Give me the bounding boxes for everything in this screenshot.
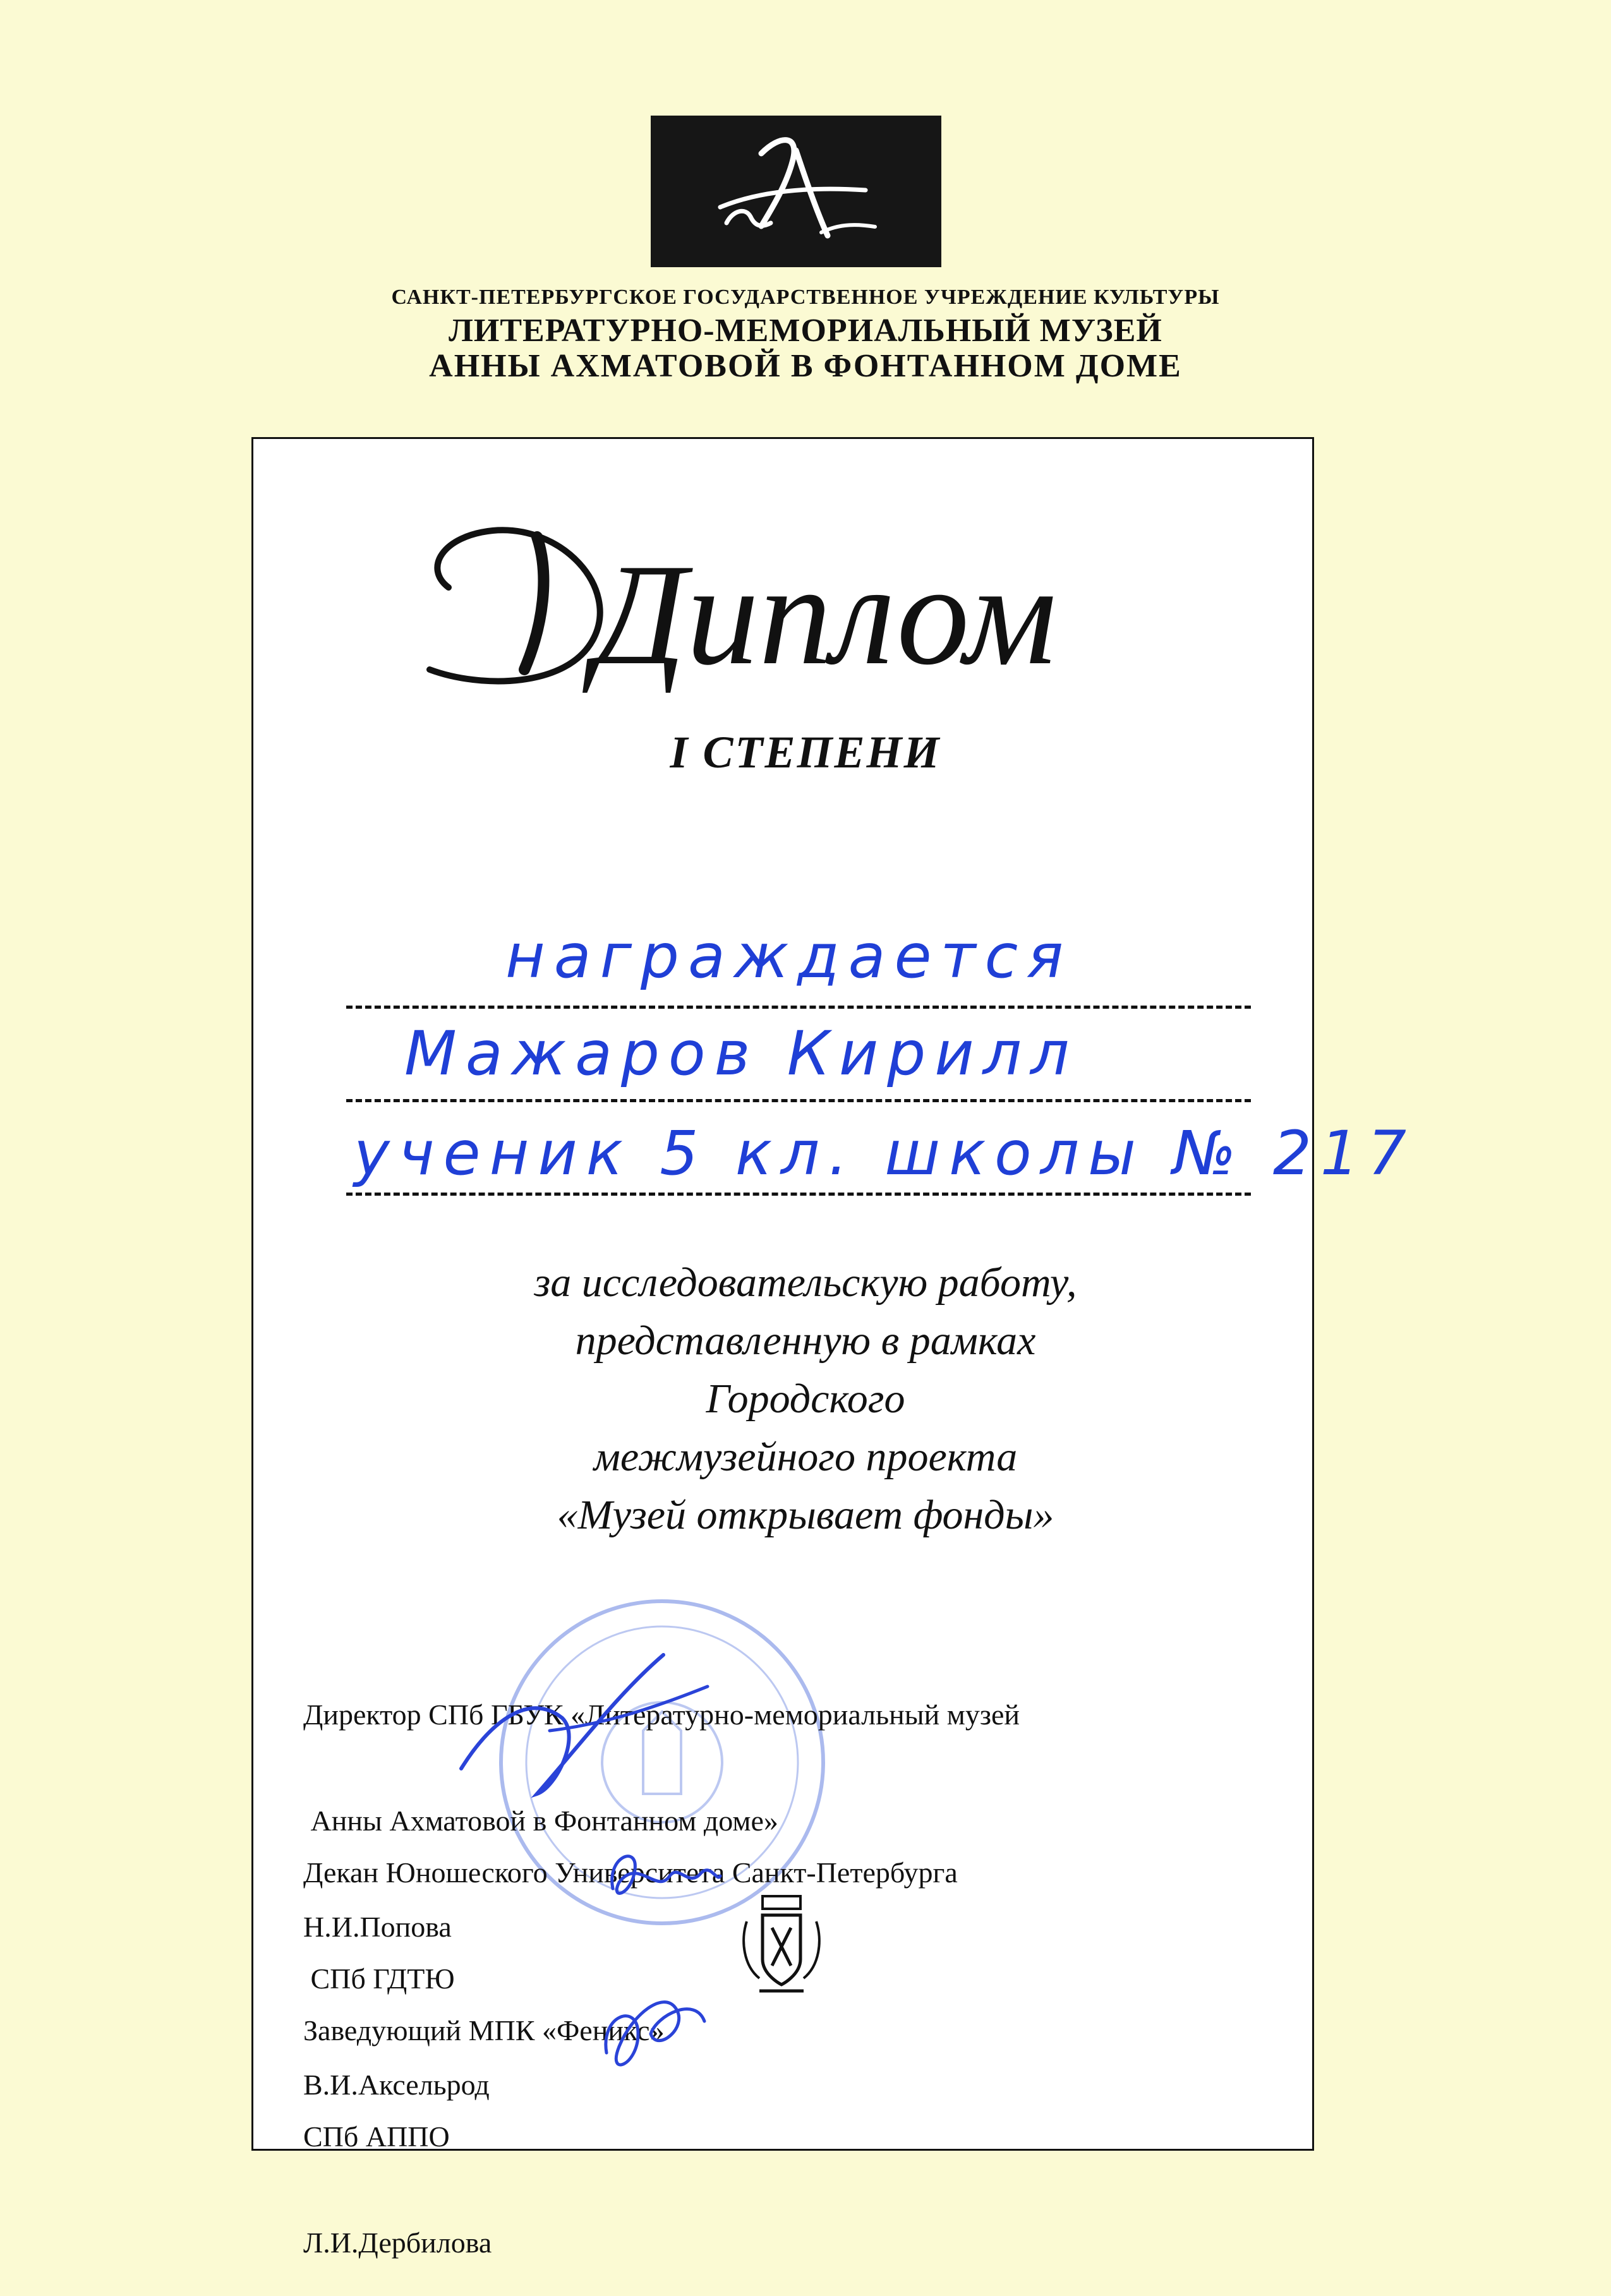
diploma-title [404,480,1162,707]
diploma-title-text: Диплом [594,534,1057,695]
signatory-title: Декан Юношеского Университета Санкт-Петербурга [303,1856,958,1889]
museum-name-line2: АННЫ АХМАТОВОЙ В ФОНТАННОМ ДОМЕ [429,348,1182,384]
handwritten-signature-dean [600,1838,727,1914]
signatory-title: Директор СПб ГБУК «Литературно-мемориальный музей [303,1698,1020,1731]
signatory-title: Заведующий МПК «Феникс» [303,2014,665,2047]
signatory-org: СПб АППО [303,2120,450,2153]
museum-logo [651,116,941,267]
signatory-org: Анны Ахматовой в Фонтанном доме» [303,1805,778,1837]
diploma-degree: I СТЕПЕНИ [670,727,941,778]
reason-line: за исследовательскую работу, [534,1259,1077,1306]
handwritten-signature-head [594,1977,714,2084]
institution-type: САНКТ-ПЕТЕРБУРГСКОЕ ГОСУДАРСТВЕННОЕ УЧРЕЖДЕНИЕ КУЛЬТУРЫ [391,285,1220,309]
reason-line: межмузейного проекта [593,1434,1018,1480]
museum-name-line1: ЛИТЕРАТУРНО-МЕМОРИАЛЬНЫЙ МУЗЕЙ [449,313,1162,349]
handwritten-recipient-name: Мажаров Кирилл [404,1018,1078,1089]
award-reason [0,1254,1611,1544]
signatory-name: В.И.Аксельрод [303,2069,490,2101]
signatory-name: Л.И.Дербилова [303,2227,492,2259]
akhmatova-monogram-icon [651,116,941,267]
reason-line: «Музей открывает фонды» [557,1492,1054,1538]
handwritten-awarded: награждается [505,921,1072,992]
handwritten-signature-director [455,1642,720,1806]
reason-line: представленную в рамках [575,1318,1036,1364]
coat-of-arms-icon [734,1884,829,2004]
handwritten-recipient-school: ученик 5 кл. школы № 217 [354,1118,1416,1189]
fill-line-1 [346,1006,1251,1009]
reason-line: Городского [706,1376,905,1422]
signatory-name: Н.И.Попова [303,1911,452,1943]
fill-line-2 [346,1099,1251,1102]
fill-line-3 [346,1193,1251,1196]
signatory-org: СПб ГДТЮ [303,1962,455,1995]
